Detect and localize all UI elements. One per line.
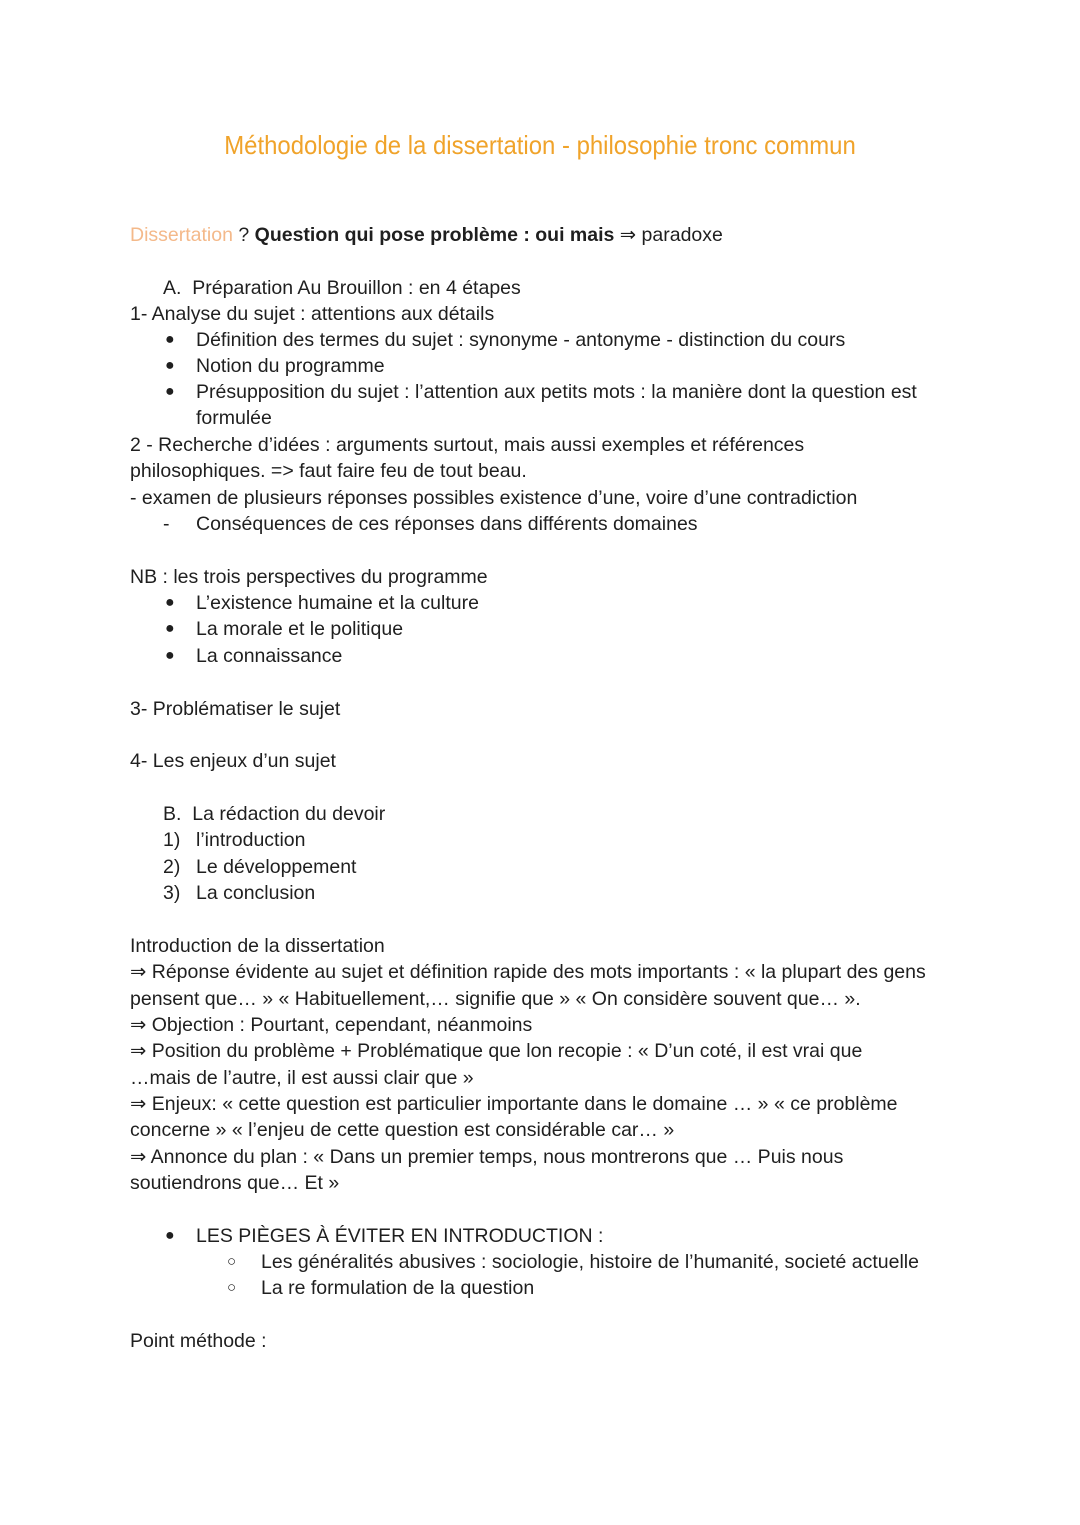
list-item: La morale et le politique [196, 618, 404, 640]
step-1: 1- Analyse du sujet : attentions aux détails [130, 303, 495, 325]
dissertation-label: Dissertation [130, 224, 233, 246]
introduction-line: ⇒ Réponse évidente au sujet et définition rapide des mots importants : « la plupart des gens [130, 961, 926, 983]
list-item: Conséquences de ces réponses dans différents domaines [196, 513, 698, 535]
list-item: La conclusion [196, 882, 316, 904]
section-b-title: La rédaction du devoir [192, 803, 386, 825]
list-item: Le développement [196, 856, 357, 878]
step-4: 4- Les enjeux d’un sujet [130, 750, 336, 772]
bullet-icon: ● [165, 331, 175, 348]
pieges-heading: LES PIÈGES À ÉVITER EN INTRODUCTION : [196, 1225, 604, 1247]
list-item: l’introduction [196, 829, 306, 851]
step-2-line-2: philosophiques. => faut faire feu de tout beau. [130, 460, 527, 482]
introduction-line: concerne » « l’enjeu de cette question est considérable car… » [130, 1119, 675, 1141]
list-item: La re formulation de la question [261, 1277, 535, 1299]
step-2-line-3: - examen de plusieurs réponses possibles existence d’une, voire d’une contradiction [130, 487, 858, 509]
step-2-line-1: 2 - Recherche d’idées : arguments surtout, mais aussi exemples et références [130, 434, 805, 456]
list-item: Les généralités abusives : sociologie, histoire de l’humanité, societé actuelle [261, 1251, 919, 1273]
list-item: Notion du programme [196, 355, 385, 377]
bullet-icon: ● [165, 383, 175, 400]
section-a-heading [163, 275, 521, 301]
list-number: 1) [163, 829, 181, 851]
list-item: L’existence humaine et la culture [196, 592, 479, 614]
question-mark: ? [232, 224, 255, 246]
bullet-icon: ● [165, 647, 175, 664]
intro-line [130, 222, 723, 248]
bullet-icon: ● [165, 357, 175, 374]
section-a-marker: A. [163, 277, 182, 299]
introduction-heading: Introduction de la dissertation [130, 935, 385, 957]
circle-bullet-icon: ○ [227, 1253, 237, 1270]
section-b-marker: B. [163, 803, 182, 825]
page-title: Méthodologie de la dissertation - philosophie tronc commun [224, 130, 856, 160]
list-item: Définition des termes du sujet : synonyme - antonyme - distinction du cours [196, 329, 846, 351]
introduction-line: ⇒ Annonce du plan : « Dans un premier temps, nous montrerons que … Puis nous [130, 1146, 844, 1168]
bullet-icon: ● [165, 1227, 175, 1244]
step-3: 3- Problématiser le sujet [130, 698, 341, 720]
list-item: La connaissance [196, 645, 343, 667]
introduction-line: …mais de l’autre, il est aussi clair que » [130, 1067, 474, 1089]
introduction-line: soutiendrons que… Et » [130, 1172, 340, 1194]
list-number: 3) [163, 882, 181, 904]
bullet-icon: ● [165, 620, 175, 637]
list-item: Présupposition du sujet : l’attention aux petits mots : la manière dont la question est [196, 381, 917, 403]
list-number: 2) [163, 856, 181, 878]
introduction-line: ⇒ Position du problème + Problématique que lon recopie : « D’un coté, il est vrai que [130, 1040, 863, 1062]
nb-heading: NB : les trois perspectives du programme [130, 566, 488, 588]
point-methode: Point méthode : [130, 1330, 267, 1352]
introduction-line: pensent que… » « Habituellement,… signifie que » « On considère souvent que… ». [130, 988, 861, 1010]
intro-rest-text: ⇒ paradoxe [614, 224, 723, 246]
introduction-line: ⇒ Enjeux: « cette question est particulier importante dans le domaine … » « ce problème [130, 1093, 898, 1115]
bullet-icon: ● [165, 594, 175, 611]
section-a-title: Préparation Au Brouillon : en 4 étapes [192, 277, 521, 299]
intro-bold-text: Question qui pose problème : oui mais [254, 224, 615, 246]
list-item-continuation: formulée [196, 407, 272, 429]
dash-marker: - [163, 513, 170, 535]
section-b-heading [163, 801, 385, 827]
circle-bullet-icon: ○ [227, 1279, 237, 1296]
introduction-line: ⇒ Objection : Pourtant, cependant, néanmoins [130, 1014, 533, 1036]
